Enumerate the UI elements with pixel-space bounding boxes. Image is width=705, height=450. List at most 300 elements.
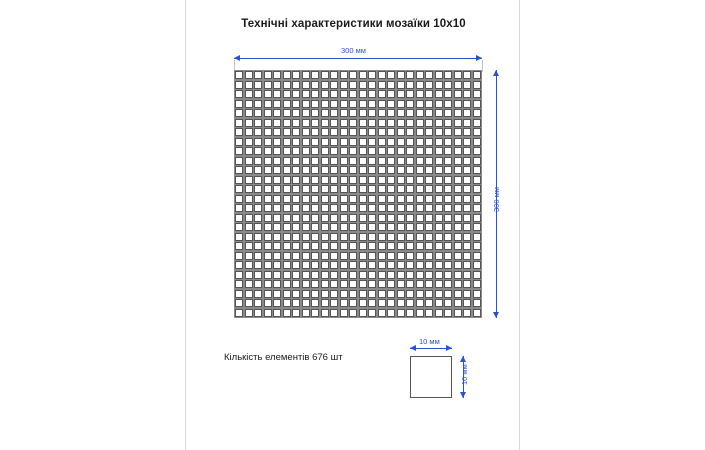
mosaic-cell — [435, 176, 443, 184]
mosaic-cell — [359, 81, 367, 89]
mosaic-cell — [463, 309, 471, 317]
mosaic-cell — [454, 242, 462, 250]
mosaic-cell — [425, 299, 433, 307]
mosaic-cell — [264, 271, 272, 279]
mosaic-cell — [283, 119, 291, 127]
mosaic-cell — [330, 71, 338, 79]
mosaic-cell — [368, 242, 376, 250]
mosaic-cell — [406, 242, 414, 250]
mosaic-cell — [454, 309, 462, 317]
mosaic-cell — [283, 252, 291, 260]
mosaic-cell — [435, 147, 443, 155]
mosaic-cell — [378, 290, 386, 298]
mosaic-cell — [359, 261, 367, 269]
mosaic-grid-wrap — [234, 70, 482, 318]
mosaic-cell — [283, 128, 291, 136]
mosaic-cell — [473, 233, 481, 241]
mosaic-cell — [416, 252, 424, 260]
mosaic-cell — [473, 280, 481, 288]
mosaic-cell — [397, 157, 405, 165]
mosaic-cell — [273, 157, 281, 165]
mosaic-cell — [473, 71, 481, 79]
mosaic-cell — [463, 204, 471, 212]
mosaic-cell — [359, 128, 367, 136]
mosaic-cell — [254, 261, 262, 269]
mosaic-cell — [368, 271, 376, 279]
mosaic-cell — [425, 157, 433, 165]
mosaic-cell — [311, 214, 319, 222]
mosaic-cell — [302, 185, 310, 193]
mosaic-cell — [302, 195, 310, 203]
mosaic-cell — [321, 166, 329, 174]
mosaic-cell — [454, 195, 462, 203]
mosaic-cell — [425, 223, 433, 231]
mosaic-cell — [340, 195, 348, 203]
mosaic-cell — [273, 290, 281, 298]
mosaic-cell — [406, 261, 414, 269]
mosaic-cell — [245, 71, 253, 79]
mosaic-cell — [264, 90, 272, 98]
mosaic-cell — [302, 242, 310, 250]
mosaic-cell — [359, 100, 367, 108]
mosaic-cell — [359, 223, 367, 231]
mosaic-cell — [321, 157, 329, 165]
mosaic-cell — [359, 166, 367, 174]
mosaic-cell — [387, 223, 395, 231]
arrow-down-icon — [493, 312, 499, 318]
mosaic-cell — [273, 119, 281, 127]
mosaic-cell — [406, 299, 414, 307]
mosaic-cell — [245, 109, 253, 117]
mosaic-cell — [387, 128, 395, 136]
mosaic-cell — [378, 81, 386, 89]
mosaic-cell — [473, 195, 481, 203]
mosaic-cell — [378, 119, 386, 127]
mosaic-cell — [397, 233, 405, 241]
mosaic-cell — [273, 166, 281, 174]
single-element-square — [410, 356, 452, 398]
mosaic-cell — [273, 176, 281, 184]
mosaic-cell — [302, 252, 310, 260]
mosaic-cell — [340, 176, 348, 184]
mosaic-cell — [311, 138, 319, 146]
mosaic-cell — [254, 271, 262, 279]
mosaic-cell — [387, 166, 395, 174]
mosaic-cell — [425, 119, 433, 127]
mosaic-cell — [254, 280, 262, 288]
mosaic-cell — [235, 271, 243, 279]
mosaic-cell — [340, 71, 348, 79]
mosaic-cell — [292, 252, 300, 260]
mosaic-cell — [416, 271, 424, 279]
mosaic-cell — [254, 109, 262, 117]
mosaic-cell — [340, 252, 348, 260]
mosaic-cell — [473, 138, 481, 146]
mosaic-cell — [264, 204, 272, 212]
mosaic-cell — [292, 109, 300, 117]
mosaic-cell — [378, 195, 386, 203]
mosaic-cell — [292, 309, 300, 317]
mosaic-cell — [444, 252, 452, 260]
mosaic-cell — [435, 71, 443, 79]
mosaic-cell — [387, 309, 395, 317]
mosaic-cell — [321, 242, 329, 250]
mosaic-cell — [406, 109, 414, 117]
mosaic-cell — [463, 71, 471, 79]
mosaic-cell — [435, 185, 443, 193]
mosaic-cell — [397, 290, 405, 298]
mosaic-cell — [349, 147, 357, 155]
mosaic-cell — [311, 128, 319, 136]
mosaic-cell — [340, 128, 348, 136]
mosaic-cell — [264, 195, 272, 203]
mosaic-cell — [349, 166, 357, 174]
mosaic-cell — [283, 166, 291, 174]
mosaic-cell — [264, 280, 272, 288]
mosaic-cell — [454, 185, 462, 193]
mosaic-cell — [416, 157, 424, 165]
mosaic-cell — [349, 299, 357, 307]
mosaic-cell — [378, 109, 386, 117]
mosaic-cell — [406, 252, 414, 260]
mosaic-cell — [264, 261, 272, 269]
mosaic-cell — [425, 204, 433, 212]
mosaic-cell — [283, 71, 291, 79]
mosaic-cell — [435, 157, 443, 165]
mosaic-cell — [311, 109, 319, 117]
mosaic-cell — [463, 119, 471, 127]
mosaic-cell — [444, 214, 452, 222]
mosaic-cell — [378, 128, 386, 136]
height-dimension-label: 300 мм — [492, 187, 501, 212]
mosaic-cell — [397, 299, 405, 307]
mosaic-cell — [321, 71, 329, 79]
mosaic-cell — [473, 147, 481, 155]
mosaic-cell — [283, 242, 291, 250]
mosaic-cell — [254, 233, 262, 241]
mosaic-cell — [368, 214, 376, 222]
mosaic-cell — [406, 90, 414, 98]
mosaic-cell — [349, 280, 357, 288]
mosaic-cell — [330, 271, 338, 279]
mosaic-cell — [264, 309, 272, 317]
mosaic-cell — [235, 290, 243, 298]
mosaic-cell — [416, 261, 424, 269]
mosaic-cell — [425, 109, 433, 117]
mosaic-cell — [463, 176, 471, 184]
mosaic-cell — [359, 90, 367, 98]
mosaic-cell — [330, 166, 338, 174]
mosaic-cell — [292, 157, 300, 165]
mosaic-cell — [264, 166, 272, 174]
mosaic-cell — [387, 261, 395, 269]
mosaic-cell — [349, 290, 357, 298]
mosaic-cell — [368, 128, 376, 136]
mosaic-cell — [359, 204, 367, 212]
mosaic-cell — [416, 195, 424, 203]
mosaic-cell — [340, 261, 348, 269]
mosaic-cell — [311, 81, 319, 89]
mosaic-cell — [454, 223, 462, 231]
mosaic-cell — [330, 280, 338, 288]
mosaic-cell — [416, 100, 424, 108]
mosaic-cell — [311, 90, 319, 98]
mosaic-cell — [397, 81, 405, 89]
mosaic-cell — [454, 204, 462, 212]
mosaic-cell — [321, 290, 329, 298]
mosaic-cell — [245, 195, 253, 203]
mosaic-cell — [311, 261, 319, 269]
mosaic-cell — [473, 290, 481, 298]
mosaic-cell — [292, 223, 300, 231]
mosaic-cell — [368, 195, 376, 203]
mosaic-cell — [330, 242, 338, 250]
mosaic-cell — [444, 271, 452, 279]
mosaic-cell — [254, 242, 262, 250]
mosaic-cell — [387, 109, 395, 117]
mosaic-cell — [416, 185, 424, 193]
mosaic-cell — [454, 299, 462, 307]
mosaic-cell — [378, 299, 386, 307]
mosaic-cell — [292, 214, 300, 222]
mosaic-cell — [245, 119, 253, 127]
mosaic-cell — [435, 299, 443, 307]
mosaic-cell — [273, 261, 281, 269]
mosaic-cell — [454, 176, 462, 184]
mosaic-cell — [311, 195, 319, 203]
mosaic-cell — [473, 185, 481, 193]
mosaic-cell — [397, 252, 405, 260]
mosaic-cell — [340, 204, 348, 212]
mosaic-cell — [387, 242, 395, 250]
mosaic-cell — [264, 157, 272, 165]
arrow-left-icon — [234, 55, 240, 61]
mosaic-cell — [264, 147, 272, 155]
mosaic-cell — [311, 176, 319, 184]
mosaic-cell — [254, 299, 262, 307]
mosaic-cell — [473, 204, 481, 212]
mosaic-cell — [330, 81, 338, 89]
mosaic-cell — [302, 81, 310, 89]
mosaic-cell — [397, 147, 405, 155]
mosaic-cell — [368, 100, 376, 108]
mosaic-cell — [292, 195, 300, 203]
mosaic-cell — [368, 309, 376, 317]
mosaic-cell — [425, 309, 433, 317]
mosaic-cell — [235, 147, 243, 155]
mosaic-cell — [340, 290, 348, 298]
mosaic-cell — [463, 81, 471, 89]
mosaic-cell — [254, 204, 262, 212]
mosaic-cell — [349, 109, 357, 117]
mosaic-cell — [473, 261, 481, 269]
mosaic-cell — [283, 81, 291, 89]
mosaic-cell — [406, 119, 414, 127]
mosaic-cell — [425, 128, 433, 136]
mosaic-cell — [283, 185, 291, 193]
mosaic-cell — [444, 138, 452, 146]
mosaic-cell — [245, 214, 253, 222]
mosaic-cell — [349, 195, 357, 203]
mosaic-cell — [444, 81, 452, 89]
mosaic-cell — [454, 166, 462, 174]
mosaic-cell — [444, 90, 452, 98]
mosaic-cell — [349, 252, 357, 260]
mosaic-cell — [321, 261, 329, 269]
mosaic-cell — [368, 166, 376, 174]
mosaic-cell — [397, 280, 405, 288]
mosaic-cell — [349, 81, 357, 89]
mosaic-cell — [330, 204, 338, 212]
arrow-left-small-icon — [410, 345, 416, 351]
mosaic-cell — [302, 157, 310, 165]
mosaic-cell — [378, 147, 386, 155]
mosaic-cell — [273, 252, 281, 260]
mosaic-cell — [340, 242, 348, 250]
mosaic-cell — [292, 176, 300, 184]
mosaic-cell — [397, 242, 405, 250]
mosaic-cell — [340, 280, 348, 288]
mosaic-cell — [292, 299, 300, 307]
mosaic-cell — [311, 280, 319, 288]
mosaic-cell — [397, 185, 405, 193]
mosaic-cell — [416, 71, 424, 79]
mosaic-cell — [463, 299, 471, 307]
mosaic-cell — [473, 252, 481, 260]
mosaic-cell — [254, 214, 262, 222]
mosaic-cell — [264, 290, 272, 298]
mosaic-cell — [435, 271, 443, 279]
mosaic-cell — [235, 109, 243, 117]
mosaic-cell — [254, 223, 262, 231]
mosaic-cell — [330, 309, 338, 317]
mosaic-cell — [254, 71, 262, 79]
mosaic-cell — [264, 138, 272, 146]
mosaic-cell — [387, 299, 395, 307]
mosaic-cell — [245, 176, 253, 184]
mosaic-cell — [359, 214, 367, 222]
mosaic-cell — [273, 223, 281, 231]
mosaic-cell — [378, 176, 386, 184]
mosaic-cell — [378, 166, 386, 174]
mosaic-cell — [397, 204, 405, 212]
mosaic-cell — [473, 299, 481, 307]
mosaic-cell — [321, 299, 329, 307]
mosaic-cell — [273, 147, 281, 155]
mosaic-cell — [273, 309, 281, 317]
mosaic-cell — [235, 280, 243, 288]
mosaic-cell — [368, 81, 376, 89]
mosaic-cell — [406, 71, 414, 79]
mosaic-cell — [406, 233, 414, 241]
mosaic-cell — [311, 204, 319, 212]
mosaic-cell — [321, 100, 329, 108]
mosaic-cell — [359, 71, 367, 79]
mosaic-cell — [473, 157, 481, 165]
mosaic-cell — [292, 280, 300, 288]
mosaic-cell — [425, 252, 433, 260]
mosaic-cell — [340, 90, 348, 98]
mosaic-cell — [254, 290, 262, 298]
mosaic-cell — [463, 271, 471, 279]
mosaic-cell — [321, 185, 329, 193]
mosaic-cell — [444, 157, 452, 165]
drawing-sheet — [185, 0, 520, 450]
element-count-label: Кількість елементів 676 шт — [224, 352, 343, 363]
mosaic-cell — [283, 195, 291, 203]
mosaic-cell — [435, 290, 443, 298]
mosaic-cell — [387, 204, 395, 212]
mosaic-cell — [302, 233, 310, 241]
mosaic-cell — [273, 128, 281, 136]
mosaic-cell — [283, 138, 291, 146]
mosaic-cell — [302, 71, 310, 79]
mosaic-cell — [463, 166, 471, 174]
mosaic-cell — [406, 280, 414, 288]
mosaic-cell — [463, 223, 471, 231]
mosaic-cell — [321, 204, 329, 212]
mosaic-cell — [368, 147, 376, 155]
mosaic-cell — [254, 119, 262, 127]
mosaic-cell — [387, 100, 395, 108]
mosaic-cell — [330, 261, 338, 269]
mosaic-cell — [292, 147, 300, 155]
mosaic-cell — [473, 176, 481, 184]
mosaic-cell — [368, 299, 376, 307]
mosaic-cell — [397, 100, 405, 108]
mosaic-cell — [283, 261, 291, 269]
mosaic-cell — [387, 119, 395, 127]
mosaic-cell — [378, 309, 386, 317]
mosaic-cell — [235, 214, 243, 222]
mosaic-cell — [283, 309, 291, 317]
mosaic-cell — [273, 280, 281, 288]
arrow-right-small-icon — [446, 345, 452, 351]
mosaic-cell — [359, 252, 367, 260]
mosaic-cell — [292, 128, 300, 136]
mosaic-cell — [235, 138, 243, 146]
mosaic-cell — [359, 119, 367, 127]
mosaic-cell — [330, 299, 338, 307]
mosaic-cell — [406, 138, 414, 146]
mosaic-cell — [416, 223, 424, 231]
mosaic-cell — [302, 176, 310, 184]
mosaic-cell — [425, 280, 433, 288]
mosaic-cell — [273, 100, 281, 108]
mosaic-cell — [273, 90, 281, 98]
mosaic-cell — [406, 128, 414, 136]
mosaic-cell — [235, 157, 243, 165]
mosaic-cell — [435, 309, 443, 317]
mosaic-cell — [330, 233, 338, 241]
mosaic-cell — [444, 185, 452, 193]
mosaic-cell — [340, 271, 348, 279]
mosaic-cell — [378, 271, 386, 279]
mosaic-cell — [264, 214, 272, 222]
mosaic-cell — [359, 280, 367, 288]
mosaic-cell — [473, 166, 481, 174]
mosaic-cell — [416, 147, 424, 155]
mosaic-cell — [368, 176, 376, 184]
mosaic-cell — [416, 90, 424, 98]
mosaic-cell — [349, 138, 357, 146]
mosaic-cell — [245, 81, 253, 89]
mosaic-cell — [397, 271, 405, 279]
mosaic-cell — [444, 100, 452, 108]
mosaic-cell — [444, 128, 452, 136]
mosaic-cell — [283, 280, 291, 288]
mosaic-cell — [349, 157, 357, 165]
